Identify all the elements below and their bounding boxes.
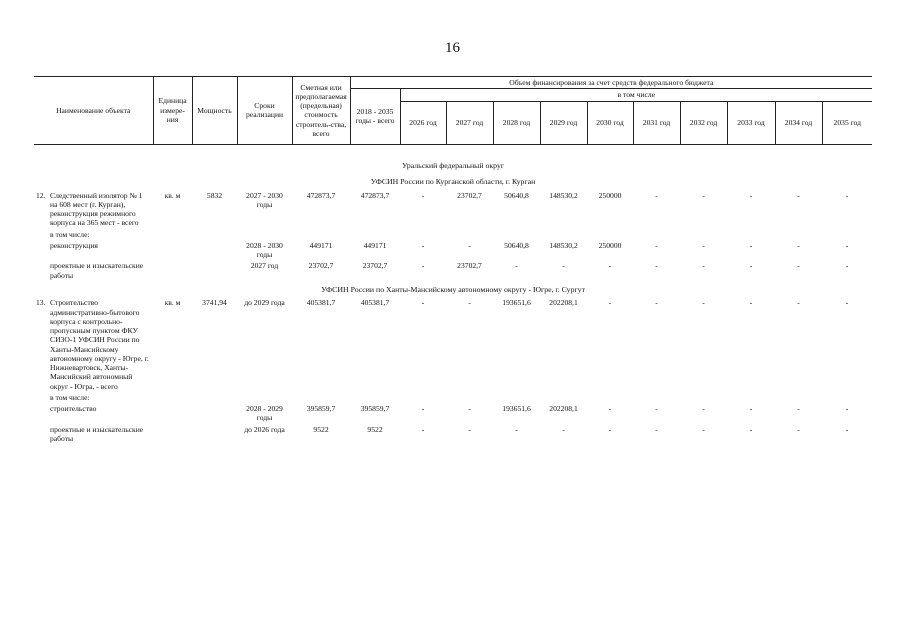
row-number (34, 240, 48, 261)
year-value (775, 392, 822, 403)
year-value (540, 392, 587, 403)
page-number: 16 (445, 40, 460, 56)
unit-cell (153, 260, 192, 281)
row-number: 13. (36, 298, 46, 308)
total-cell: 9522 (367, 424, 383, 434)
cost-cell: 472873,7 (306, 190, 336, 200)
capacity-cell (192, 240, 237, 261)
total-cell: 405381,7 (360, 298, 390, 308)
year-value: - (845, 190, 849, 200)
cost-cell: 395859,7 (306, 404, 336, 413)
table-row (34, 260, 872, 281)
year-value (727, 392, 775, 403)
header-year: 2031 год (633, 101, 680, 144)
cost-cell: 405381,7 (306, 298, 336, 308)
table-row (34, 297, 872, 392)
unit-cell (153, 403, 192, 424)
capacity-cell (192, 260, 237, 281)
table-row (34, 240, 872, 261)
table-row (34, 392, 872, 403)
object-name: проектные и изыскательские работы (50, 424, 144, 443)
year-value: - (655, 424, 658, 434)
year-value: - (655, 240, 658, 250)
year-value: 50640,8 (504, 190, 529, 200)
year-value (493, 229, 540, 240)
terms-cell: 2028 - 2030 годы (246, 240, 283, 259)
unit-cell (153, 229, 192, 240)
capacity-cell: 3741,94 (202, 298, 227, 308)
row-number (34, 392, 48, 403)
total-cell: 395859,7 (360, 404, 390, 413)
year-value: 202208,1 (549, 298, 578, 308)
header-funding: Объем финансирования за счет средств федерального бюджета (350, 77, 872, 89)
year-value: - (468, 298, 471, 308)
year-value: - (515, 424, 518, 434)
header-year: 2028 год (493, 101, 540, 144)
total-cell: 449171 (363, 240, 387, 250)
year-value (493, 392, 540, 403)
year-value: - (702, 404, 705, 413)
capacity-cell (192, 229, 237, 240)
year-value: - (845, 240, 849, 250)
terms-cell: 2027 - 2030 годы (246, 190, 283, 209)
object-name: проектные и изыскательские работы (50, 261, 144, 280)
year-value (587, 392, 633, 403)
cost-cell (292, 229, 350, 240)
cost-cell: 23702,7 (308, 261, 334, 271)
object-name: в том числе: (50, 392, 90, 402)
year-value: - (797, 404, 800, 413)
header-year: 2027 год (446, 101, 493, 144)
row-number (34, 229, 48, 240)
section-title: Уральский федеральный округ (401, 160, 505, 170)
header-estimated-cost: Сметная или предполагаемая (предельная) стоимость строитель-ства, всего (292, 77, 350, 145)
year-value: 193651,6 (502, 298, 531, 308)
year-value (633, 392, 680, 403)
total-cell (350, 392, 400, 403)
unit-cell (153, 240, 192, 261)
capacity-cell (192, 392, 237, 403)
cost-cell (292, 392, 350, 403)
header-year: 2026 год (400, 101, 446, 144)
year-value: 202208,1 (549, 404, 578, 413)
year-value: - (749, 261, 753, 271)
table-row (34, 229, 872, 240)
year-value: 250000 (598, 240, 622, 250)
row-number: 12. (36, 190, 46, 200)
year-value (822, 229, 872, 240)
terms-cell: до 2026 года (244, 424, 285, 434)
year-value: - (515, 261, 518, 271)
terms-cell: до 2029 года (244, 298, 285, 308)
year-value: - (702, 298, 705, 308)
year-value (727, 229, 775, 240)
year-value: - (421, 424, 425, 434)
year-value (680, 229, 727, 240)
year-value: - (702, 240, 705, 250)
year-value: - (702, 190, 705, 200)
terms-cell: 2028 - 2029 годы (246, 404, 283, 423)
capacity-cell (192, 424, 237, 445)
year-value (400, 392, 446, 403)
year-value: - (421, 404, 425, 413)
year-value (587, 229, 633, 240)
year-value: - (797, 424, 800, 434)
year-value: - (702, 261, 705, 271)
year-value: 193651,6 (502, 404, 531, 413)
year-value: 148530,2 (549, 240, 578, 250)
header-capacity: Мощность (192, 77, 237, 145)
year-value: - (468, 424, 471, 434)
year-value (446, 229, 493, 240)
table-row (34, 424, 872, 445)
cost-cell: 9522 (313, 424, 329, 434)
year-value: - (421, 261, 425, 271)
year-value: - (421, 190, 425, 200)
year-value: 23702,7 (457, 261, 482, 271)
object-name: Строительство административно-бытового корпуса с контрольно-пропускным пунктом ФКУ СИЗО-1 УФСИН России по Ханты-Мансийскому автономному округу - Югре, г. Нижневартовск, Ханты-Мансийский автономный округ - Югра, - всего (50, 298, 149, 391)
capacity-cell (192, 403, 237, 424)
year-value: 50640,8 (504, 240, 529, 250)
year-value: - (608, 298, 612, 308)
header-year: 2033 год (727, 101, 775, 144)
terms-cell (237, 392, 292, 403)
year-value: - (421, 298, 425, 308)
year-value: - (845, 404, 849, 413)
year-value: - (562, 261, 565, 271)
year-value: - (655, 404, 658, 413)
object-name: строительство (50, 404, 97, 413)
year-value: - (749, 190, 753, 200)
year-value (400, 229, 446, 240)
year-value (633, 229, 680, 240)
unit-cell (153, 424, 192, 445)
object-name: реконструкция (50, 240, 98, 250)
year-value: - (845, 424, 849, 434)
header-period-total: 2018 - 2035 годы - всего (350, 89, 400, 144)
year-value: - (655, 298, 658, 308)
unit-cell: кв. м (164, 298, 181, 308)
year-value: - (749, 298, 753, 308)
terms-cell (237, 229, 292, 240)
header-year: 2030 год (587, 101, 633, 144)
unit-cell: кв. м (164, 190, 181, 200)
year-value: - (421, 240, 425, 250)
year-value: 250000 (598, 190, 622, 200)
section-title: УФСИН России по Ханты-Мансийскому автономному округу - Югре, г. Сургут (321, 284, 585, 294)
year-value: - (468, 404, 471, 413)
year-value: - (562, 424, 565, 434)
row-number (34, 424, 48, 445)
header-name: Наименование объекта (34, 77, 153, 145)
year-value (540, 229, 587, 240)
year-value: - (797, 240, 800, 250)
header-year: 2029 год (540, 101, 587, 144)
object-name: в том числе: (50, 229, 90, 239)
capacity-cell: 5832 (206, 190, 223, 200)
table-body (34, 144, 872, 444)
header-including: в том числе (400, 89, 872, 101)
row-number (34, 403, 48, 424)
table-row (34, 190, 872, 229)
row-number (34, 260, 48, 281)
year-value (775, 229, 822, 240)
year-value: - (797, 261, 800, 271)
year-value: 148530,2 (549, 190, 578, 200)
unit-cell (153, 392, 192, 403)
year-value: - (749, 424, 753, 434)
year-value: - (655, 190, 658, 200)
year-value (822, 392, 872, 403)
section-title: УФСИН России по Курганской области, г. Курган (370, 177, 536, 186)
total-cell (350, 229, 400, 240)
year-value: - (702, 424, 705, 434)
year-value: - (845, 261, 849, 271)
header-unit: Единица измере-ния (153, 77, 192, 145)
terms-cell: 2027 год (250, 261, 279, 271)
year-value: - (749, 404, 753, 413)
year-value: - (845, 298, 849, 308)
year-value: - (608, 261, 612, 271)
object-name: Следственный изолятор № 1 на 608 мест (г. Курган), реконструкция режимного корпуса на 365 мест - всего (50, 190, 143, 228)
year-value: 23702,7 (457, 190, 482, 200)
header-year: 2035 год (822, 101, 872, 144)
financing-table (34, 76, 872, 444)
year-value: - (468, 240, 471, 250)
year-value: - (655, 261, 658, 271)
header-year: 2032 год (680, 101, 727, 144)
year-value: - (608, 424, 612, 434)
year-value: - (608, 404, 612, 413)
table-row (34, 403, 872, 424)
year-value (446, 392, 493, 403)
header-year: 2034 год (775, 101, 822, 144)
total-cell: 23702,7 (362, 261, 388, 271)
header-terms: Сроки реализации (237, 77, 292, 145)
year-value: - (749, 240, 753, 250)
year-value (680, 392, 727, 403)
total-cell: 472873,7 (360, 190, 390, 200)
year-value: - (797, 298, 800, 308)
year-value: - (797, 190, 800, 200)
cost-cell: 449171 (309, 240, 333, 250)
